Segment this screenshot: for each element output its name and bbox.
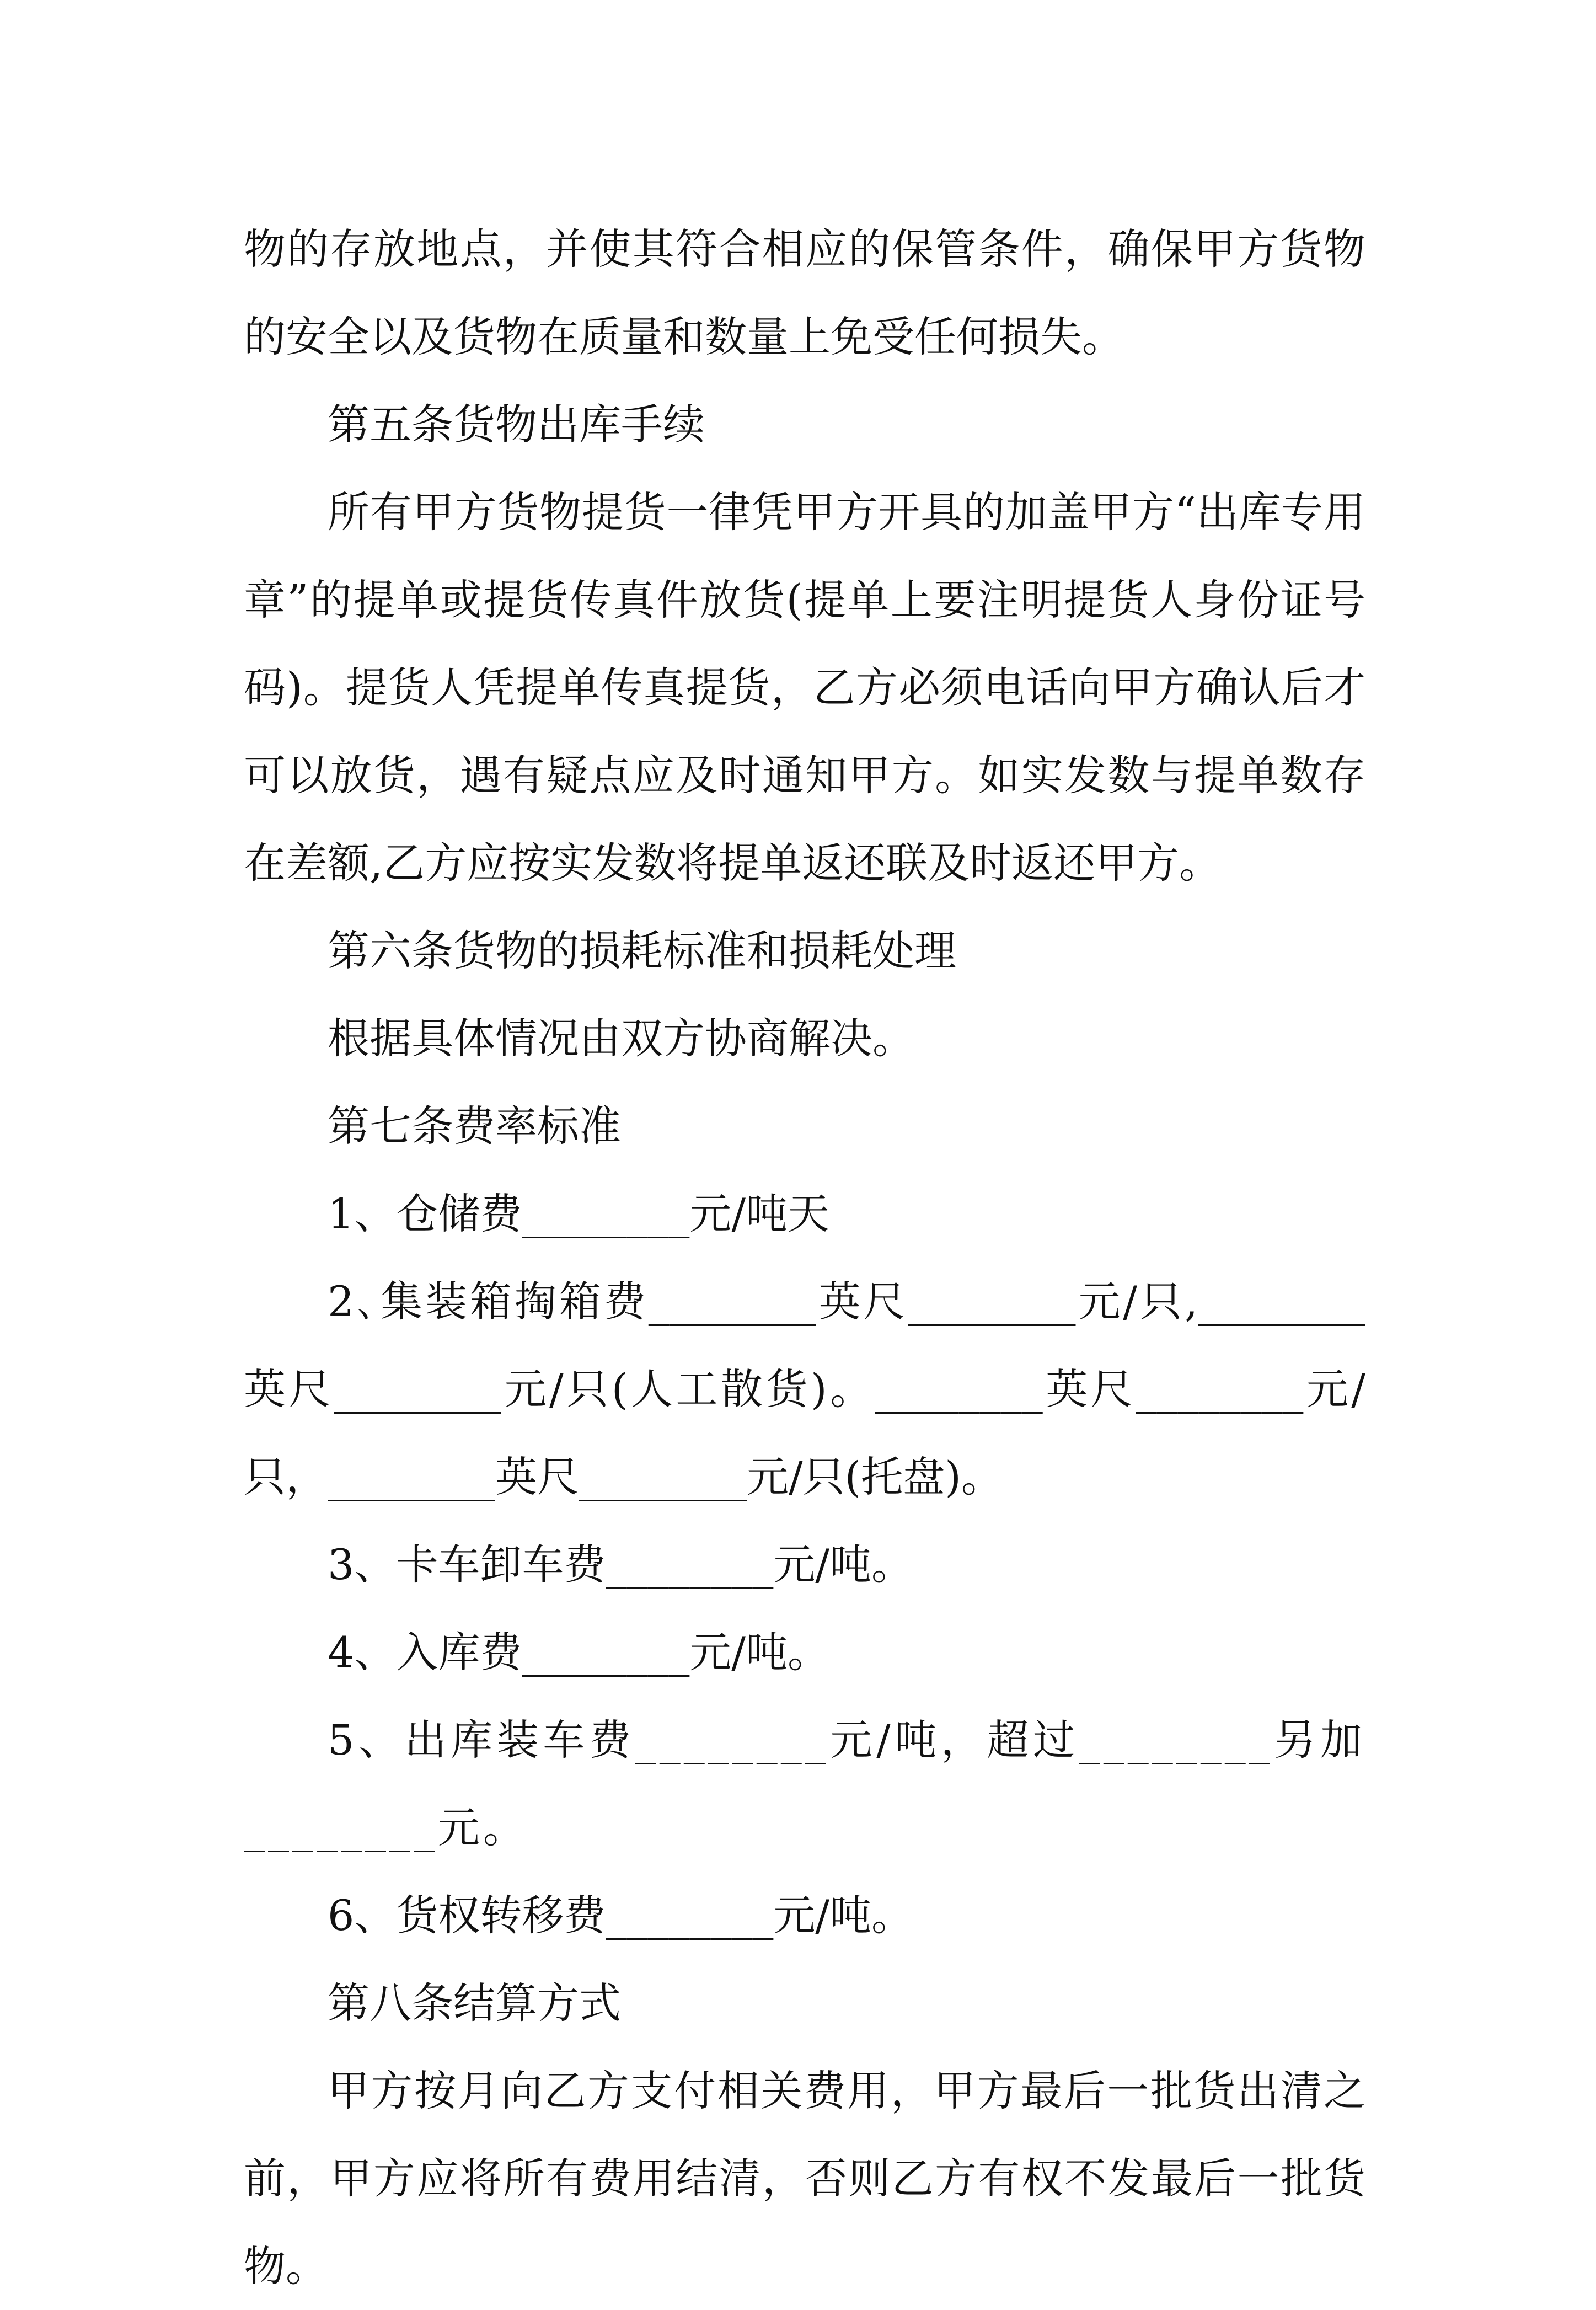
fee-item-container-unpacking: 2､集装箱掏箱费________英尺________元/只,________英尺________元/只(人工散货)。________英尺________元/只，________英尺________元/只(托盘)。: [244, 1277, 1365, 1501]
fee-item-truck-unloading: 3、卡车卸车费________元/吨。: [328, 1540, 913, 1589]
section-heading-article-6: 第六条货物的损耗标准和损耗处理: [328, 926, 956, 975]
section-heading-article-8: 第八条结算方式: [328, 1979, 621, 2028]
fee-item-inbound: 4、入库费________元/吨。: [328, 1628, 829, 1677]
section-heading-article-7: 第七条费率标准: [328, 1101, 621, 1151]
section-heading-article-5: 第五条货物出库手续: [328, 400, 705, 449]
paragraph-article-8-body: 甲方按月向乙方支付相关费用，甲方最后一批货出清之前，甲方应将所有费用结清，否则乙方有权不发最后一批货物。: [244, 2066, 1365, 2291]
document-body: [244, 205, 1365, 2310]
fee-item-storage: 1、仓储费________元/吨天: [328, 1189, 829, 1238]
paragraph-article-6-body: 根据具体情况由双方协商解决。: [328, 1014, 914, 1063]
paragraph-continuation: 物的存放地点，并使其符合相应的保管条件，确保甲方货物的安全以及货物在质量和数量上免受任何损失。: [244, 224, 1365, 361]
paragraph-article-5-body: 所有甲方货物提货一律凭甲方开具的加盖甲方“出库专用章”的提单或提货传真件放货(提单上要注明提货人身份证号码)。提货人凭提单传真提货，乙方必须电话向甲方确认后才可以放货，遇有疑点应及时通知甲方。如实发数与提单数存在差额,乙方应按实发数将提单返还联及时返还甲方。: [244, 488, 1365, 887]
fee-item-outbound-loading: 5、出库装车费________元/吨，超过________另加________元。: [244, 1715, 1365, 1852]
fee-item-title-transfer: 6、货权转移费________元/吨。: [328, 1891, 913, 1940]
